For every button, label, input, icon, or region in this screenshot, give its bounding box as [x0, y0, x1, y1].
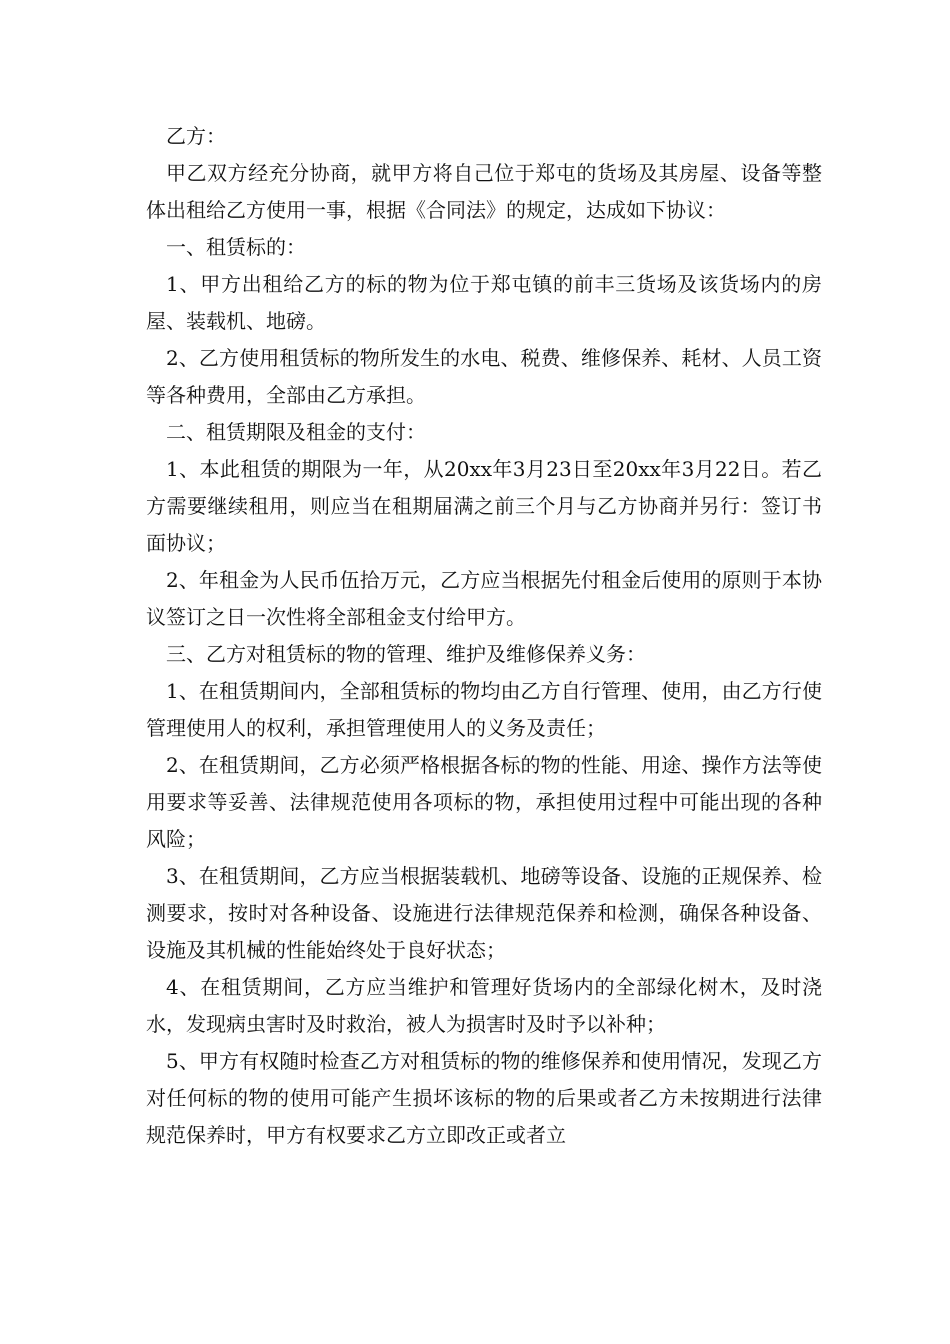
clause-3-4: 4、在租赁期间，乙方应当维护和管理好货场内的全部绿化树木，及时浇水，发现病虫害时及时救治，被人为损害时及时予以补种；: [146, 975, 822, 1036]
clause-2-2: 2、年租金为人民币伍拾万元，乙方应当根据先付租金后使用的原则于本协议签订之日一次性将全部租金支付给甲方。: [146, 568, 822, 629]
section-heading-2: 二、租赁期限及租金的支付：: [166, 420, 426, 444]
clause-3-2: 2、在租赁期间，乙方必须严格根据各标的物的性能、用途、操作方法等使用要求等妥善、法律规范使用各项标的物，承担使用过程中可能出现的各种风险；: [146, 753, 822, 851]
section-heading-3: 三、乙方对租赁标的物的管理、维护及维修保养义务：: [166, 642, 646, 666]
clause-3-1: 1、在租赁期间内，全部租赁标的物均由乙方自行管理、使用，由乙方行使管理使用人的权利，承担管理使用人的义务及责任；: [146, 679, 822, 740]
clause-3-5: 5、甲方有权随时检查乙方对租赁标的物的维修保养和使用情况，发现乙方对任何标的物的使用可能产生损坏该标的物的后果或者乙方未按期进行法律规范保养时，甲方有权要求乙方立即改正或者立: [146, 1049, 822, 1147]
party-b-label: 乙方：: [166, 124, 226, 148]
section-heading-1: 一、租赁标的：: [166, 235, 306, 259]
clause-1-2: 2、乙方使用租赁标的物所发生的水电、税费、维修保养、耗材、人员工资等各种费用，全部由乙方承担。: [146, 346, 822, 407]
document-body: [146, 118, 822, 1154]
clause-1-1: 1、甲方出租给乙方的标的物为位于郑屯镇的前丰三货场及该货场内的房屋、装载机、地磅。: [146, 272, 822, 333]
preamble-paragraph: 甲乙双方经充分协商，就甲方将自己位于郑屯的货场及其房屋、设备等整体出租给乙方使用一事，根据《合同法》的规定，达成如下协议：: [146, 161, 822, 222]
clause-2-1: 1、本此租赁的期限为一年，从20xx年3月23日至20xx年3月22日。若乙方需要继续租用，则应当在租期届满之前三个月与乙方协商并另行：签订书面协议；: [146, 457, 822, 555]
clause-3-3: 3、在租赁期间，乙方应当根据装载机、地磅等设备、设施的正规保养、检测要求，按时对各种设备、设施进行法律规范保养和检测，确保各种设备、设施及其机械的性能始终处于良好状态；: [146, 864, 822, 962]
